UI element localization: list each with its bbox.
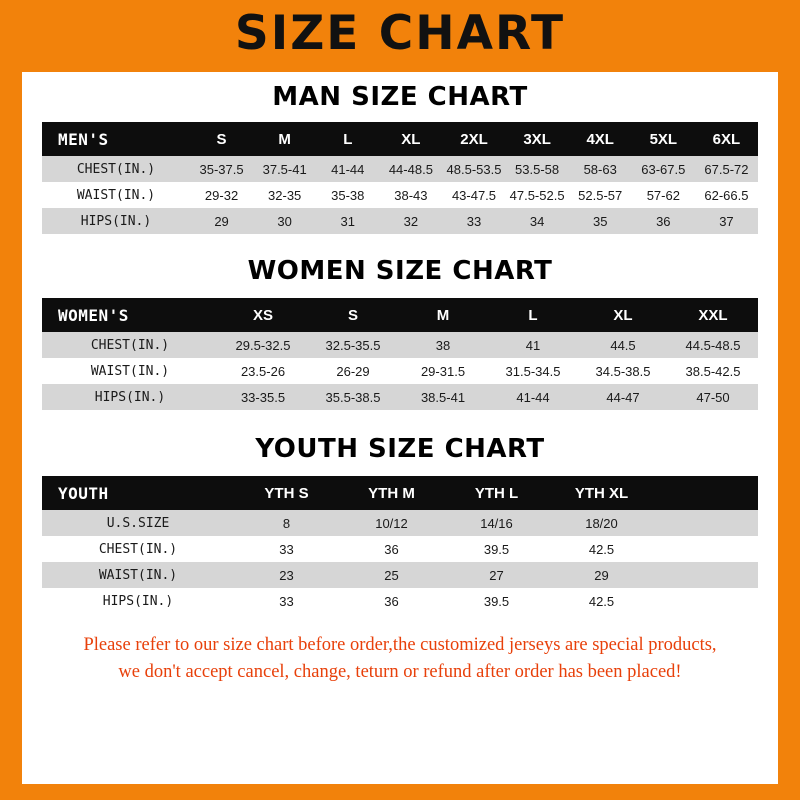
footnote-line-1: Please refer to our size chart before order,the customized jerseys are special products, [83,635,717,655]
women-cell: 32.5-35.5 [308,332,398,358]
men-cell: 41-44 [316,156,379,182]
page-title: SIZE CHART [234,6,566,61]
frame-right-band [778,0,800,800]
youth-cell: 39.5 [444,588,549,614]
youth-header-row [42,476,758,510]
youth-cell: 36 [339,588,444,614]
youth-cell-spacer [654,562,758,588]
women-row-label: WAIST(IN.) [42,358,218,384]
men-cell: 29-32 [190,182,253,208]
women-cell: 38.5-42.5 [668,358,758,384]
men-cell: 37.5-41 [253,156,316,182]
women-cell: 38.5-41 [398,384,488,410]
men-col-header: L [316,122,379,156]
youth-col-header: YTH S [234,476,339,510]
youth-row-label: CHEST(IN.) [42,536,234,562]
women-cell: 33-35.5 [218,384,308,410]
men-cell: 44-48.5 [379,156,442,182]
youth-corner-label: YOUTH [42,476,234,510]
youth-row-label: WAIST(IN.) [42,562,234,588]
men-cell: 35-38 [316,182,379,208]
youth-cell-spacer [654,510,758,536]
men-cell: 34 [506,208,569,234]
youth-row-label: HIPS(IN.) [42,588,234,614]
men-size-table [42,122,758,234]
men-cell: 52.5-57 [569,182,632,208]
youth-cell: 27 [444,562,549,588]
men-row-label: HIPS(IN.) [42,208,190,234]
men-row-label: CHEST(IN.) [42,156,190,182]
women-header-row [42,298,758,332]
youth-cell: 39.5 [444,536,549,562]
youth-section-title: YOUTH SIZE CHART [255,434,545,464]
table-row [42,536,758,562]
table-row [42,182,758,208]
youth-col-header: YTH XL [549,476,654,510]
men-cell: 62-66.5 [695,182,758,208]
men-section [22,82,778,234]
women-cell: 44.5-48.5 [668,332,758,358]
youth-cell: 10/12 [339,510,444,536]
women-table-wrap [32,298,768,410]
frame-left-band [0,0,22,800]
table-row [42,384,758,410]
women-cell: 35.5-38.5 [308,384,398,410]
youth-cell: 42.5 [549,588,654,614]
men-col-header: S [190,122,253,156]
youth-row-label: U.S.SIZE [42,510,234,536]
men-col-header: XL [379,122,442,156]
women-cell: 41 [488,332,578,358]
frame-bottom-band [0,784,800,800]
men-cell: 29 [190,208,253,234]
women-section [22,256,778,410]
men-cell: 53.5-58 [506,156,569,182]
youth-size-table [42,476,758,614]
men-cell: 37 [695,208,758,234]
women-col-header: M [398,298,488,332]
youth-cell: 25 [339,562,444,588]
youth-cell: 29 [549,562,654,588]
men-cell: 43-47.5 [442,182,505,208]
women-cell: 34.5-38.5 [578,358,668,384]
men-cell: 36 [632,208,695,234]
men-col-header: M [253,122,316,156]
women-cell: 44-47 [578,384,668,410]
table-row [42,588,758,614]
men-col-header: 6XL [695,122,758,156]
women-cell: 38 [398,332,488,358]
men-table-wrap [32,122,768,234]
men-cell: 58-63 [569,156,632,182]
women-size-table [42,298,758,410]
women-col-header: XS [218,298,308,332]
youth-cell-spacer [654,536,758,562]
women-cell: 31.5-34.5 [488,358,578,384]
men-cell: 32-35 [253,182,316,208]
women-row-label: HIPS(IN.) [42,384,218,410]
youth-col-header: YTH M [339,476,444,510]
youth-col-spacer [654,476,758,510]
men-col-header: 5XL [632,122,695,156]
youth-cell: 36 [339,536,444,562]
women-col-header: XL [578,298,668,332]
men-cell: 31 [316,208,379,234]
men-col-header: 4XL [569,122,632,156]
men-cell: 33 [442,208,505,234]
youth-cell: 33 [234,536,339,562]
men-cell: 57-62 [632,182,695,208]
women-section-title: WOMEN SIZE CHART [247,256,553,286]
men-cell: 67.5-72 [695,156,758,182]
youth-cell: 42.5 [549,536,654,562]
table-row [42,358,758,384]
chart-content [22,72,778,784]
men-cell: 63-67.5 [632,156,695,182]
women-col-header: S [308,298,398,332]
men-cell: 48.5-53.5 [442,156,505,182]
men-cell: 47.5-52.5 [506,182,569,208]
women-corner-label: WOMEN'S [42,298,218,332]
men-cell: 38-43 [379,182,442,208]
women-row-label: CHEST(IN.) [42,332,218,358]
women-col-header: L [488,298,578,332]
men-col-header: 2XL [442,122,505,156]
footnote-line-2: we don't accept cancel, change, teturn or refund after order has been placed! [118,661,682,682]
table-row [42,562,758,588]
women-cell: 29.5-32.5 [218,332,308,358]
table-row [42,156,758,182]
women-cell: 44.5 [578,332,668,358]
youth-cell: 18/20 [549,510,654,536]
women-col-header: XXL [668,298,758,332]
men-header-row [42,122,758,156]
youth-section [22,434,778,614]
women-cell: 41-44 [488,384,578,410]
youth-col-header: YTH L [444,476,549,510]
men-corner-label: MEN'S [42,122,190,156]
women-cell: 47-50 [668,384,758,410]
youth-cell: 8 [234,510,339,536]
table-row [42,208,758,234]
women-cell: 23.5-26 [218,358,308,384]
men-section-title: MAN SIZE CHART [272,82,528,112]
youth-cell: 33 [234,588,339,614]
men-cell: 35-37.5 [190,156,253,182]
table-row [42,510,758,536]
youth-cell-spacer [654,588,758,614]
footnote [22,632,778,686]
men-row-label: WAIST(IN.) [42,182,190,208]
youth-cell: 23 [234,562,339,588]
men-col-header: 3XL [506,122,569,156]
men-cell: 32 [379,208,442,234]
table-row [42,332,758,358]
youth-cell: 14/16 [444,510,549,536]
women-cell: 26-29 [308,358,398,384]
women-cell: 29-31.5 [398,358,488,384]
men-cell: 35 [569,208,632,234]
youth-table-wrap [32,476,768,614]
men-cell: 30 [253,208,316,234]
